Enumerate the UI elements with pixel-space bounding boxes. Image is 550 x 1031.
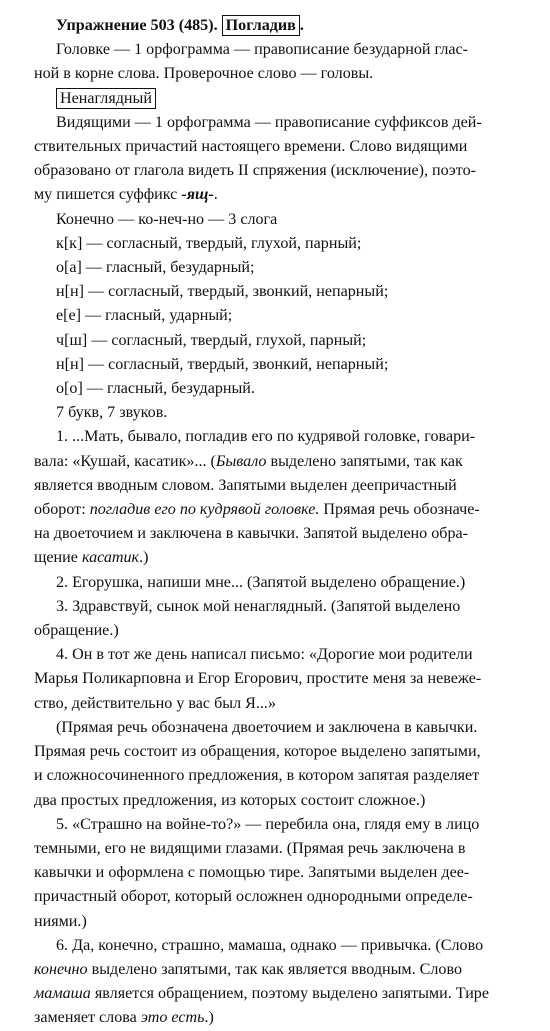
text-line: на двоеточием и заключена в кавычки. Запятой выделено обра- (34, 525, 468, 543)
text-line (34, 183, 534, 207)
text-span: . (213, 186, 218, 204)
text-line: обращение.) (34, 622, 119, 640)
text-line: кавычки и оформлена с помощью тире. Запятыми выделен дее- (34, 864, 470, 882)
text-line: Видящими — 1 орфограмма — правописание суффиксов дей- (56, 113, 482, 131)
text-span: му пишется суффикс (34, 186, 182, 204)
italic-span: погладив его по кудрявой головке. (89, 501, 320, 519)
text-line: ниями.) (34, 912, 87, 930)
text-span: щение (34, 549, 82, 567)
text-line (34, 546, 534, 570)
heading-trailing: . (299, 17, 304, 34)
italic-span: это есть (140, 1009, 205, 1027)
text-span: .) (204, 1009, 214, 1027)
boxed-line (34, 87, 534, 111)
text-span: выделено запятыми, так как (266, 452, 463, 470)
text-line (34, 498, 534, 522)
text-line: и сложносочиненного предложения, в котором запятая разделяет (34, 767, 480, 785)
text-line: причастный оборот, который осложнен однородными определе- (34, 888, 473, 906)
text-line: ство, действительно у вас был Я...» (34, 694, 276, 712)
text-line: 3. Здравствуй, сынок мой ненаглядный. (Запятой выделено (56, 597, 461, 615)
phonetic-line: к[к] — согласный, твердый, глухой, парный; (56, 234, 362, 252)
text-line: Конечно — ко-неч-но — 3 слога (56, 210, 278, 228)
text-line: темными, его не видящими глазами. (Прямая речь заключена в (34, 839, 466, 857)
text-line: Марья Поликарповна и Егор Егорович, простите меня за невеже- (34, 670, 482, 688)
text-line: (Прямая речь обозначена двоеточием и заключена в кавычки. (56, 718, 478, 736)
text-span: является обращением, поэтому выделено запятыми. Тире (90, 985, 489, 1003)
italic-span: конечно (34, 960, 88, 978)
text-line: является вводным словом. Запятыми выделен деепричастный (34, 476, 457, 494)
phonetic-line: н[н] — согласный, твердый, звонкий, непарный; (56, 283, 389, 301)
text-line (34, 1006, 534, 1030)
text-span: выделено запятыми, так как является вводным. Слово (87, 960, 463, 978)
italic-span: -ящ- (181, 186, 214, 204)
text-line: 1. ...Мать, бывало, погладив его по кудрявой головке, говари- (56, 428, 476, 446)
text-line (34, 958, 534, 982)
phonetic-line: ч[ш] — согласный, твердый, глухой, парный; (56, 331, 367, 349)
text-span: Прямая речь обозначе- (319, 501, 480, 519)
text-span: вала: «Кушай, касатик»... ( (34, 452, 216, 470)
phonetic-line: е[е] — гласный, ударный; (56, 307, 233, 325)
text-line: 4. Он в тот же день написал письмо: «Дорогие мои родители (56, 646, 473, 664)
italic-span: касатик (81, 549, 140, 567)
phonetic-line: н[н] — согласный, твердый, звонкий, непарный; (56, 355, 389, 373)
phonetic-line: о[о] — гласный, безударный. (56, 380, 255, 398)
phonetic-line: 7 букв, 7 звуков. (56, 404, 168, 422)
text-line: Прямая речь состоит из обращения, которое выделено запятыми, (34, 743, 481, 761)
exercise-title: Упражнение 503 (485). (56, 17, 218, 34)
phonetic-line: о[а] — гласный, безударный; (56, 259, 255, 277)
text-line: образовано от глагола видеть II спряжения (исключение), поэто- (34, 162, 476, 180)
text-span: .) (139, 549, 149, 567)
boxed-word: Погладив (222, 15, 300, 36)
text-line: Головке — 1 орфограмма — правописание безударной глас- (56, 41, 469, 59)
document-page (34, 14, 534, 1031)
italic-span: Бывало (215, 452, 267, 470)
text-line: 2. Егорушка, напиши мне... (Запятой выделено обращение.) (56, 573, 466, 591)
text-line: 5. «Страшно на войне-то?» — перебила она, глядя ему в лицо (56, 815, 480, 833)
boxed-word-2: Ненаглядный (56, 88, 156, 109)
text-span: оборот: (34, 501, 90, 519)
text-line: ствительных причастий настоящего времени. Слово видящими (34, 138, 468, 156)
italic-span: мамаша (34, 985, 91, 1003)
text-line: 6. Да, конечно, страшно, мамаша, однако — привычка. (Слово (56, 936, 484, 954)
text-line: два простых предложения, из которых состоит сложное.) (34, 791, 426, 809)
text-span: заменяет слова (34, 1009, 141, 1027)
text-line (34, 450, 534, 474)
text-line (34, 982, 534, 1006)
text-line: ной в корне слова. Проверочное слово — головы. (34, 65, 374, 83)
exercise-heading (34, 14, 534, 38)
